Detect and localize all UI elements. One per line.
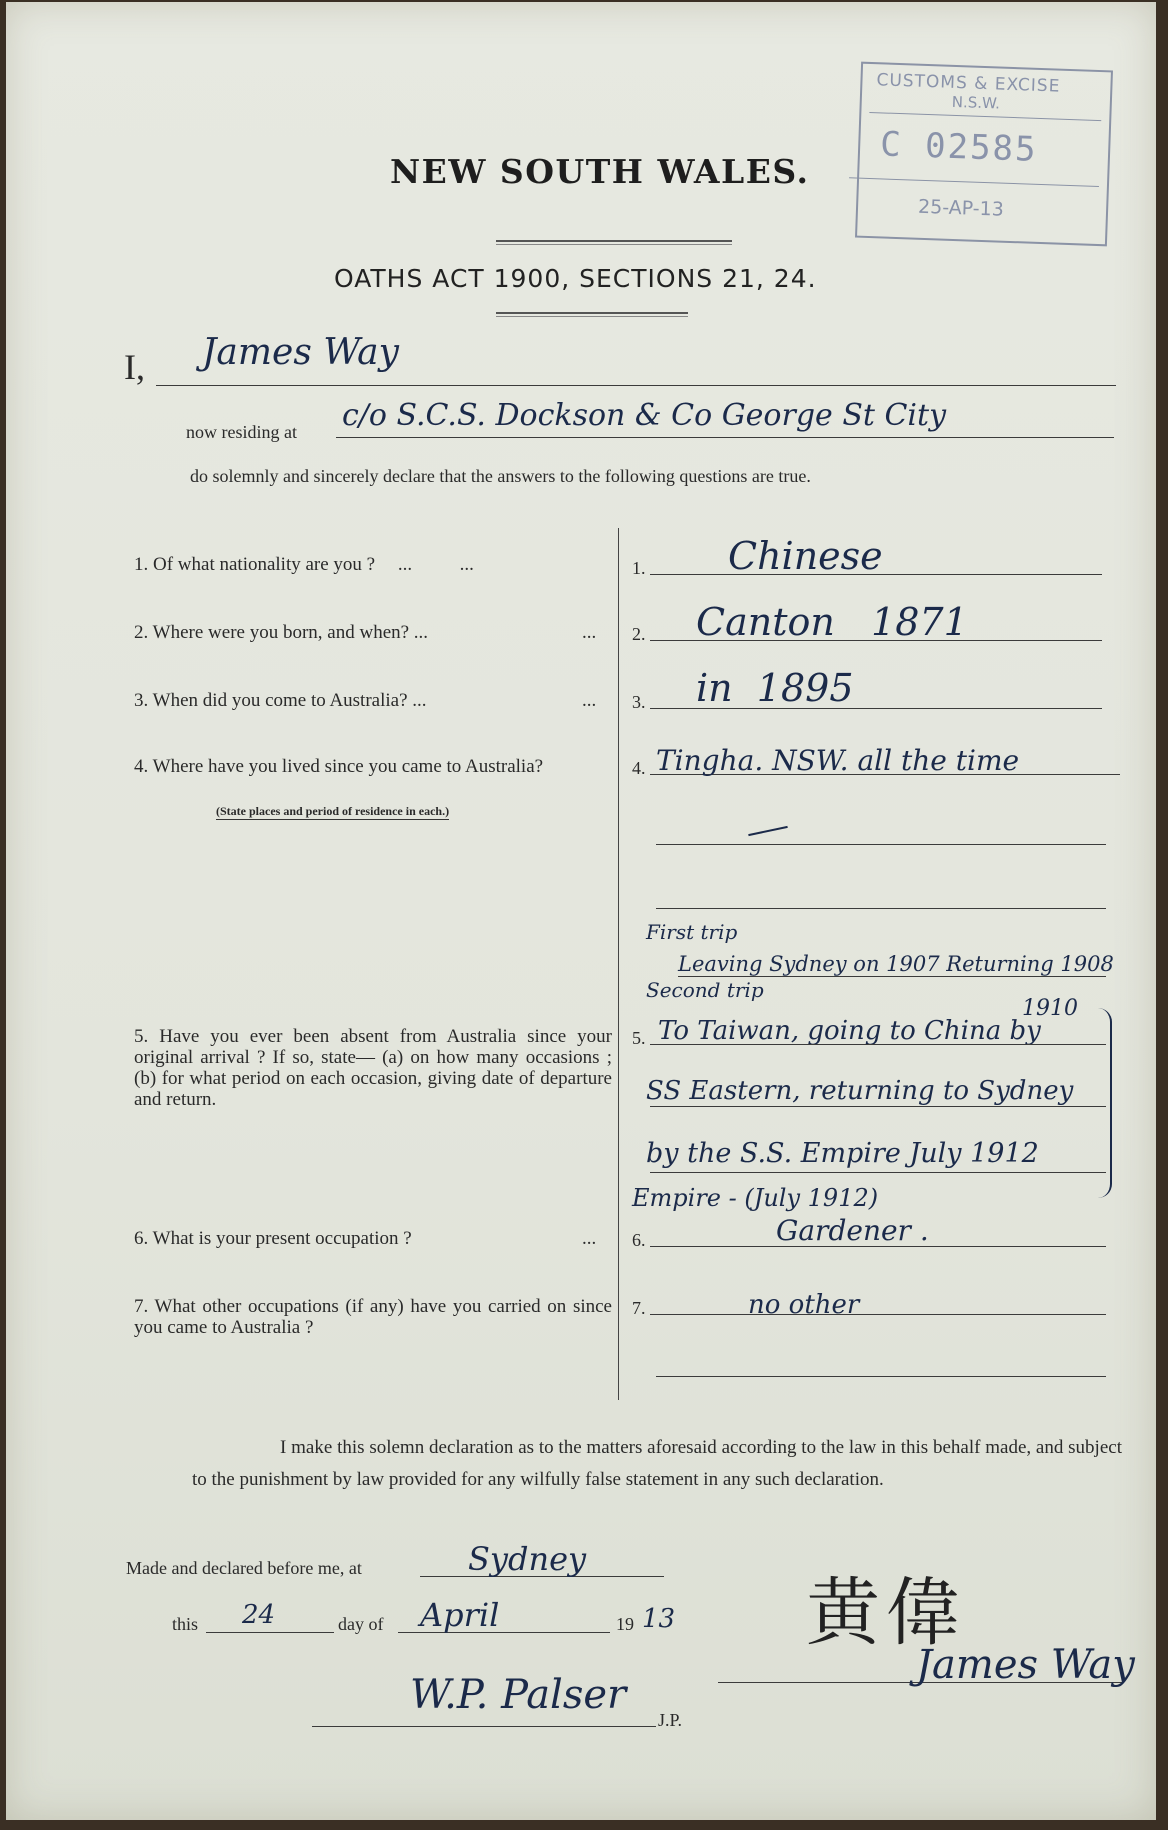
question-1-number: 1.: [134, 554, 149, 575]
declarant-name-line: [156, 385, 1116, 386]
question-1: [134, 554, 614, 575]
day-of-label: day of: [338, 1614, 384, 1634]
question-3-text: When did you come to Australia? ...: [152, 690, 427, 711]
question-6-number: 6.: [134, 1228, 149, 1249]
answer-1-number: 1.: [632, 558, 646, 578]
question-2-number: 2.: [134, 622, 149, 643]
question-4-note: (State places and period of residence in each.): [216, 804, 450, 818]
stamp-line-1: CUSTOMS & EXCISE: [876, 70, 1061, 97]
declare-statement: do solemnly and sincerely declare that the answers to the following questions are true.: [190, 466, 811, 486]
answer-5-line-7: by the S.S. Empire July 1912: [646, 1138, 1039, 1169]
question-2-dots: ...: [582, 622, 597, 643]
this-label: this: [172, 1614, 199, 1634]
question-2: [134, 622, 614, 643]
declarant-signature: James Way: [916, 1642, 1135, 1688]
declared-month: April: [420, 1596, 500, 1634]
question-7: [134, 1296, 612, 1338]
answer-2-number: 2.: [632, 624, 646, 644]
answer-7: no other: [748, 1290, 860, 1320]
answer-5-bracket: [1098, 1008, 1112, 1198]
address-line: [336, 437, 1114, 438]
declared-year: 13: [642, 1604, 676, 1634]
stamp-number: C 02585: [879, 124, 1039, 170]
declared-place: Sydney: [468, 1540, 587, 1578]
question-7-text: What other occupations (if any) have you carried on since you came to Australia ?: [134, 1296, 612, 1338]
answer-6-number: 6.: [632, 1230, 646, 1250]
title-rule: [496, 240, 732, 245]
answer-3-number: 3.: [632, 692, 646, 712]
question-3-dots: ...: [582, 690, 597, 711]
answer-3: in 1895: [696, 666, 854, 710]
question-5: [134, 1026, 612, 1110]
column-divider: [618, 528, 619, 1400]
answer-5-line-8: Empire - (July 1912): [632, 1184, 879, 1212]
jp-label: J.P.: [658, 1710, 683, 1730]
made-declared-label: Made and declared before me, at: [126, 1558, 362, 1578]
answer-5-rule-a: [678, 976, 1106, 977]
declarant-prefix: I,: [124, 347, 145, 387]
question-1-text: Of what nationality are you ?: [153, 554, 376, 575]
answer-5-line-6: SS Eastern, returning to Sydney: [646, 1076, 1074, 1106]
question-4: [134, 756, 612, 777]
day-line: [206, 1632, 334, 1633]
question-6-dots: ...: [582, 1228, 597, 1249]
stamp-line-2: N.S.W.: [951, 92, 1001, 113]
question-3: [134, 690, 614, 711]
answer-5-line-2: Leaving Sydney on 1907 Returning 1908: [678, 952, 1114, 976]
document-subtitle: OATHS ACT 1900, SECTIONS 21, 24.: [334, 264, 817, 293]
answer-4-number: 4.: [632, 758, 646, 778]
answer-7-line-2: [656, 1376, 1106, 1377]
question-5-text: Have you ever been absent from Australia since your original arrival ? If so, state— (a) on how many occasions ; (b) for what period on each occasion, giving date of departure and return.: [134, 1026, 612, 1110]
subtitle-rule: [496, 312, 688, 317]
question-4-text: Where have you lived since you came to Australia?: [152, 756, 544, 777]
customs-stamp: [855, 62, 1113, 247]
answer-5-rule-b: [650, 1044, 1106, 1045]
declaration-paragraph: I make this solemn declaration as to the matters aforesaid according to the law in this behalf made, and subject to the punishment by law provided for any wilfully false statement in any such declaration.: [192, 1437, 1122, 1490]
answer-5-rule-d: [650, 1172, 1106, 1173]
question-4-number: 4.: [134, 756, 149, 777]
answer-6: Gardener .: [776, 1214, 929, 1247]
declarant-name: James Way: [202, 332, 399, 373]
document-title: NEW SOUTH WALES.: [390, 152, 810, 191]
jp-signature: W.P. Palser: [410, 1672, 627, 1718]
answer-4: Tingha. NSW. all the time: [656, 744, 1020, 777]
answer-4-line-2: [656, 844, 1106, 845]
question-7-number: 7.: [134, 1296, 149, 1317]
answer-4-dash: [748, 826, 788, 836]
chinese-signature: 黄偉: [806, 1570, 966, 1656]
answer-1: Chinese: [728, 534, 883, 578]
answer-2: Canton 1871: [696, 600, 968, 644]
answer-5-line-4: 1910: [1022, 996, 1078, 1021]
answer-7-number: 7.: [632, 1298, 646, 1318]
residing-label: now residing at: [186, 422, 297, 442]
question-1-dots: ... ...: [397, 554, 474, 575]
answer-5-line-1: First trip: [646, 920, 738, 944]
address-value: c/o S.C.S. Dockson & Co George St City: [342, 398, 947, 433]
document-page: [6, 2, 1156, 1820]
question-6: [134, 1228, 614, 1249]
year-prefix: 19: [616, 1614, 634, 1634]
answer-7-line: [650, 1314, 1106, 1315]
question-2-text: Where were you born, and when? ...: [152, 622, 429, 643]
question-6-text: What is your present occupation ?: [152, 1228, 412, 1249]
stamp-date: 25-AP-13: [917, 195, 1005, 221]
declared-day: 24: [242, 1600, 276, 1630]
question-5-number: 5.: [134, 1026, 149, 1047]
jp-signature-line: [312, 1726, 656, 1727]
question-3-number: 3.: [134, 690, 149, 711]
answer-5-rule-c: [650, 1106, 1106, 1107]
answer-4-line-3: [656, 908, 1106, 909]
answer-5-number: 5.: [632, 1028, 646, 1048]
answer-5-line-3: Second trip: [646, 978, 764, 1002]
answer-5-line-5: To Taiwan, going to China by: [658, 1016, 1041, 1046]
